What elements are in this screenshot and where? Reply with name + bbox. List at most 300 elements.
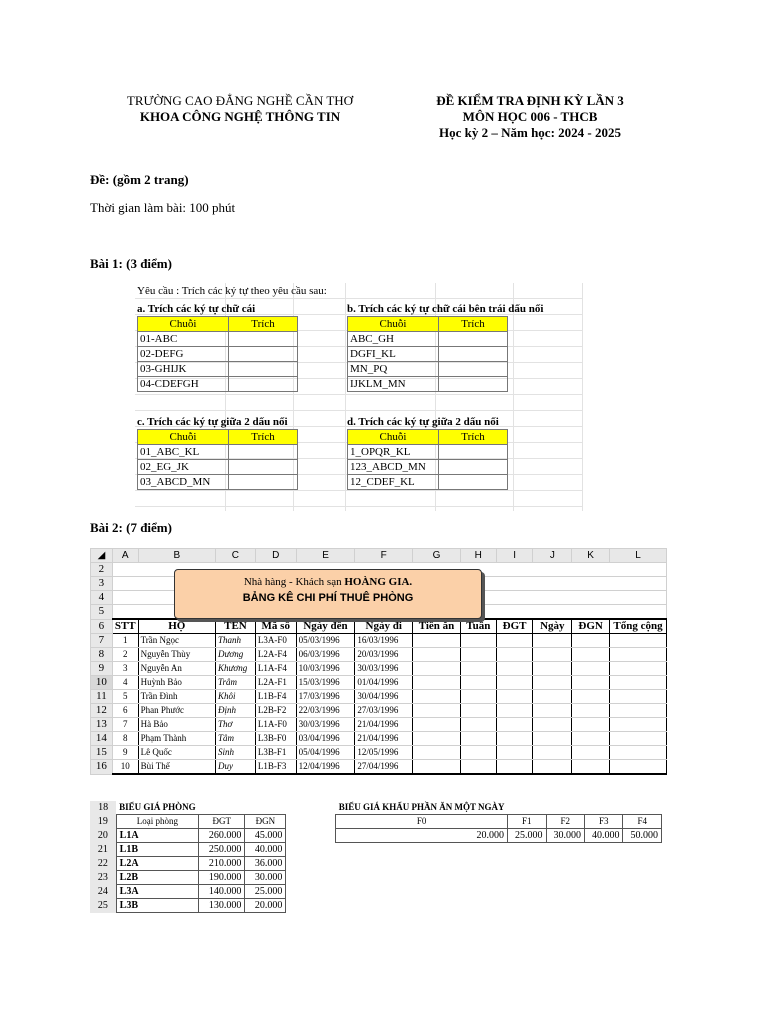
col-trich: Trích [439,430,508,445]
data-cell: L2B-F2 [255,704,296,718]
room-header-cell: Loại phòng [116,815,199,829]
data-cell: 06/03/1996 [296,648,355,662]
col-letter: I [496,549,533,563]
data-cell [533,648,572,662]
empty-cell [546,885,584,899]
data-cell [460,732,496,746]
col-chuoi: Chuỗi [348,317,439,332]
header-cell: ĐGN [572,619,610,634]
col-trich: Trích [439,317,508,332]
data-cell [533,704,572,718]
meal-price-cell: 25.000 [508,829,546,843]
empty-cell [508,871,546,885]
empty-cell [623,857,662,871]
data-cell [609,690,666,704]
price-tables-image [90,801,662,919]
room-price-cell: 36.000 [245,857,286,871]
col-letter: H [460,549,496,563]
data-cell: 12/04/1996 [296,760,355,775]
data-cell [533,690,572,704]
data-cell [533,732,572,746]
spacer-cell [286,885,336,899]
room-table-title: BIỂU GIÁ PHÒNG [119,802,196,812]
table-row [91,634,667,648]
data-cell: 27/03/1996 [355,704,413,718]
data-cell [572,732,610,746]
data-cell [496,704,533,718]
row-number: 16 [91,760,113,775]
spacer-cell [286,857,336,871]
exam-duration: Thời gian làm bài: 100 phút [90,200,236,215]
cell-chuoi: 123_ABCD_MN [348,460,439,475]
data-cell: Thơ [216,718,256,732]
data-cell [460,704,496,718]
empty-cell [336,885,508,899]
data-cell: L1B-F3 [255,760,296,775]
data-cell: L1B-F4 [255,690,296,704]
col-letter: B [138,549,215,563]
data-cell [496,662,533,676]
cell-chuoi: 04-CDEFGH [138,377,229,392]
data-cell: L2A-F1 [255,676,296,690]
table-row [91,676,667,690]
data-cell: Khương [216,662,256,676]
room-price-cell: 190.000 [199,871,245,885]
row-number: 18 [90,801,116,815]
cell-trich [439,377,508,392]
empty-cell [546,857,584,871]
data-cell: Nguyễn Thùy [138,648,215,662]
data-cell: Sinh [216,746,256,760]
data-cell [609,732,666,746]
data-cell: Bùi Thế [138,760,215,775]
data-cell [496,634,533,648]
data-cell [496,718,533,732]
data-cell [460,690,496,704]
header-cell: ĐGT [496,619,533,634]
header-cell: STT [112,619,138,634]
room-price-cell: L1B [116,843,199,857]
data-cell: 05/04/1996 [296,746,355,760]
col-trich: Trích [229,317,298,332]
meal-header-cell: F3 [584,815,622,829]
data-cell: L2A-F4 [255,648,296,662]
empty-cell [623,899,662,913]
data-cell: 30/03/1996 [296,718,355,732]
room-price-cell: L3A [116,885,199,899]
header-cell: TÊN [216,619,256,634]
data-cell [533,676,572,690]
spacer-cell [286,801,336,815]
row-number: 24 [90,885,116,899]
empty-cell [336,899,508,913]
data-cell [413,718,461,732]
header-cell: Ngày [533,619,572,634]
section-title: d. Trích các ký tự giữa 2 dấu nối [347,416,499,428]
data-cell [413,634,461,648]
empty-cell [336,871,508,885]
bai1-section-d [347,415,508,490]
data-cell: 5 [112,690,138,704]
empty-cell [508,801,546,815]
empty-cell [584,885,622,899]
data-cell: Thanh [216,634,256,648]
section-title: a. Trích các ký tự chữ cái [137,303,256,315]
col-letter: J [533,549,572,563]
data-cell [609,746,666,760]
row-number: 22 [90,857,116,871]
empty-cell [199,801,245,815]
row-number: 6 [91,619,113,634]
data-cell: 7 [112,718,138,732]
spacer-cell [286,843,336,857]
bai2-title: Bài 2: (7 điểm) [90,520,172,535]
data-cell [533,634,572,648]
section-table [137,429,298,490]
data-cell [496,676,533,690]
section-table [347,316,508,392]
spacer-cell [286,829,336,843]
room-price-cell: 130.000 [199,899,245,913]
row-number: 25 [90,899,116,913]
cell-chuoi: 1_OPQR_KL [348,445,439,460]
data-cell [460,746,496,760]
table-row [91,648,667,662]
row-number: 5 [91,605,113,620]
data-cell: 05/03/1996 [296,634,355,648]
data-cell [572,704,610,718]
data-cell: 22/03/1996 [296,704,355,718]
col-chuoi: Chuỗi [138,317,229,332]
data-cell [496,690,533,704]
cell-trich [229,362,298,377]
title-banner [174,569,482,619]
room-price-cell: 210.000 [199,857,245,871]
data-cell [572,746,610,760]
data-cell [460,634,496,648]
data-cell: 1 [112,634,138,648]
banner-brand: HOÀNG GIA. [344,576,413,588]
data-cell [572,718,610,732]
empty-cell [546,801,584,815]
empty-cell [336,857,508,871]
data-cell [572,662,610,676]
data-cell: Khôi [216,690,256,704]
data-cell: Huỳnh Bảo [138,676,215,690]
price-row [90,801,662,815]
data-cell [572,634,610,648]
row-number: 3 [91,577,113,591]
row-number: 13 [91,718,113,732]
data-cell [496,746,533,760]
cell-trich [229,475,298,490]
cell-trich [229,445,298,460]
room-price-cell: 25.000 [245,885,286,899]
empty-cell [584,899,622,913]
col-trich: Trích [229,430,298,445]
data-cell: 3 [112,662,138,676]
col-letter: F [355,549,413,563]
empty-cell [623,843,662,857]
col-letter: E [296,549,355,563]
cell-trich [439,347,508,362]
data-cell [533,746,572,760]
bai2-spreadsheet-image [90,548,667,790]
row-number: 11 [91,690,113,704]
bai1-section-c [137,415,298,490]
col-letter: G [413,549,461,563]
data-cell [413,760,461,775]
data-cell [496,648,533,662]
data-cell: 12/05/1996 [355,746,413,760]
data-cell: L3B-F0 [255,732,296,746]
data-cell: 10/03/1996 [296,662,355,676]
table-row [91,732,667,746]
data-cell: Trần Ngọc [138,634,215,648]
data-cell: Lê Quốc [138,746,215,760]
cell-chuoi: DGFI_KL [348,347,439,362]
meal-table-title: BIỂU GIÁ KHẨU PHẦN ĂN MỘT NGÀY [338,802,505,812]
col-letter: K [572,549,610,563]
header-cell: Tiền ăn [413,619,461,634]
data-cell: 30/04/1996 [355,690,413,704]
data-cell: 9 [112,746,138,760]
data-cell: L3A-F0 [255,634,296,648]
data-cell: 4 [112,676,138,690]
table-row [91,746,667,760]
data-cell: 21/04/1996 [355,732,413,746]
bai1-section-b [347,302,543,392]
price-row [90,871,662,885]
table-row [91,704,667,718]
data-cell [460,718,496,732]
empty-cell [584,801,622,815]
col-chuoi: Chuỗi [348,430,439,445]
data-cell: Định [216,704,256,718]
data-cell: 01/04/1996 [355,676,413,690]
cell-chuoi: IJKLM_MN [348,377,439,392]
data-cell: Duy [216,760,256,775]
data-cell: Phạm Thành [138,732,215,746]
faculty-name: KHOA CÔNG NGHỆ THÔNG TIN [139,109,341,124]
data-cell: 10 [112,760,138,775]
row-number: 7 [91,634,113,648]
data-cell [413,648,461,662]
header-cell: Mã số [255,619,296,634]
meal-price-cell: 20.000 [336,829,508,843]
bai1-section-a [137,302,298,392]
row-number: 9 [91,662,113,676]
header-cell: Ngày đến [296,619,355,634]
data-cell [460,648,496,662]
term-title: Học kỳ 2 – Năm học: 2024 - 2025 [439,125,621,140]
price-row [90,843,662,857]
cell-trich [439,362,508,377]
school-header [100,93,380,125]
col-letter: A [112,549,138,563]
meal-header-cell: F1 [508,815,546,829]
room-price-cell: L2A [116,857,199,871]
data-cell: 8 [112,732,138,746]
corner-cell: ◢ [91,549,113,563]
col-chuoi: Chuỗi [138,430,229,445]
spacer-cell [286,871,336,885]
data-cell: L3B-F1 [255,746,296,760]
row-number: 2 [91,563,113,577]
room-price-cell: 260.000 [199,829,245,843]
data-cell: Tâm [216,732,256,746]
data-cell [413,662,461,676]
cell-trich [229,347,298,362]
data-cell: Trâm [216,676,256,690]
column-header-row [91,549,667,563]
data-cell: L1A-F0 [255,718,296,732]
section-title: b. Trích các ký tự chữ cái bên trái dấu nối [347,303,544,315]
school-name: TRƯỜNG CAO ĐẲNG NGHỀ CẦN THƠ [126,93,354,108]
data-cell: L1A-F4 [255,662,296,676]
data-cell [533,760,572,775]
data-cell: Hà Bảo [138,718,215,732]
data-cell [496,760,533,775]
empty-cell [623,885,662,899]
row-number: 15 [91,746,113,760]
bai1-table-image [135,283,583,511]
room-price-cell: 40.000 [245,843,286,857]
empty-cell [245,801,286,815]
header-cell: Tổng cộng [609,619,666,634]
data-cell [572,648,610,662]
data-cell [460,662,496,676]
exam-pages: Đề: (gồm 2 trang) [90,172,189,187]
price-row [90,829,662,843]
cell-chuoi: 02-DEFG [138,347,229,362]
room-price-cell: L2B [116,871,199,885]
room-price-cell: 20.000 [245,899,286,913]
section-table [137,316,298,392]
cell-trich [229,377,298,392]
empty-cell [508,899,546,913]
data-cell: 20/03/1996 [355,648,413,662]
data-cell [572,676,610,690]
cell-trich [439,475,508,490]
empty-cell [508,857,546,871]
col-letter: C [216,549,256,563]
data-cell: 03/04/1996 [296,732,355,746]
room-price-cell: L3B [116,899,199,913]
data-cell: Dương [216,648,256,662]
table-row [91,760,667,775]
meal-header-cell: F4 [623,815,662,829]
row-number: 12 [91,704,113,718]
cell-chuoi: 01_ABC_KL [138,445,229,460]
data-cell: Trần Đình [138,690,215,704]
room-price-cell: 140.000 [199,885,245,899]
table-header-row [91,619,667,634]
data-cell: 21/04/1996 [355,718,413,732]
meal-price-cell: 30.000 [546,829,584,843]
empty-cell [508,885,546,899]
banner-text: Nhà hàng - Khách sạn [243,576,342,588]
empty-cell [584,843,622,857]
row-number: 8 [91,648,113,662]
cell-trich [439,332,508,347]
cell-chuoi: 02_EG_JK [138,460,229,475]
banner-line1 [175,576,481,588]
row-number: 19 [90,815,116,829]
data-cell: 30/03/1996 [355,662,413,676]
table-row [91,662,667,676]
data-cell [572,760,610,775]
room-price-cell: 250.000 [199,843,245,857]
data-cell [533,718,572,732]
data-cell [609,648,666,662]
data-cell [609,760,666,775]
cell-trich [229,460,298,475]
header-cell: Tuần [460,619,496,634]
data-cell [413,746,461,760]
bai1-requirement: Yêu cầu : Trích các ký tự theo yêu cầu sau: [137,285,327,297]
section-title: c. Trích các ký tự giữa 2 dấu nối [137,416,288,428]
data-cell [460,760,496,775]
table-row [91,690,667,704]
exam-title: ĐỀ KIỂM TRA ĐỊNH KỲ LẦN 3 [436,93,624,108]
data-cell: 15/03/1996 [296,676,355,690]
data-cell: 2 [112,648,138,662]
banner-title: BẢNG KÊ CHI PHÍ THUÊ PHÒNG [242,592,414,604]
data-cell: Phan Phước [138,704,215,718]
data-cell [413,704,461,718]
data-cell [413,690,461,704]
cell-trich [229,332,298,347]
row-number: 23 [90,871,116,885]
data-cell [460,676,496,690]
data-cell [496,732,533,746]
row-number: 14 [91,732,113,746]
cell-chuoi: 03-GHIJK [138,362,229,377]
data-cell [533,662,572,676]
data-cell [609,662,666,676]
data-cell: Nguyễn An [138,662,215,676]
price-row [90,815,662,829]
data-cell: 6 [112,704,138,718]
data-cell [572,690,610,704]
empty-cell [546,871,584,885]
price-grid [90,801,662,913]
data-cell [609,704,666,718]
row-number: 4 [91,591,113,605]
cell-trich [439,460,508,475]
cell-trich [439,445,508,460]
bai1-title: Bài 1: (3 điểm) [90,256,172,271]
header-cell: HỌ [138,619,215,634]
data-cell [609,676,666,690]
data-cell [413,676,461,690]
empty-cell [336,843,508,857]
col-letter: L [609,549,666,563]
meal-header-cell: F0 [336,815,508,829]
table-row [91,718,667,732]
room-price-cell: 30.000 [245,871,286,885]
section-table [347,429,508,490]
data-rows [91,634,667,775]
data-cell [609,634,666,648]
col-letter: D [255,549,296,563]
spacer-cell [286,899,336,913]
cell-chuoi: 03_ABCD_MN [138,475,229,490]
row-number: 21 [90,843,116,857]
spacer-cell [286,815,336,829]
subject-title: MÔN HỌC 006 - THCB [462,109,598,124]
